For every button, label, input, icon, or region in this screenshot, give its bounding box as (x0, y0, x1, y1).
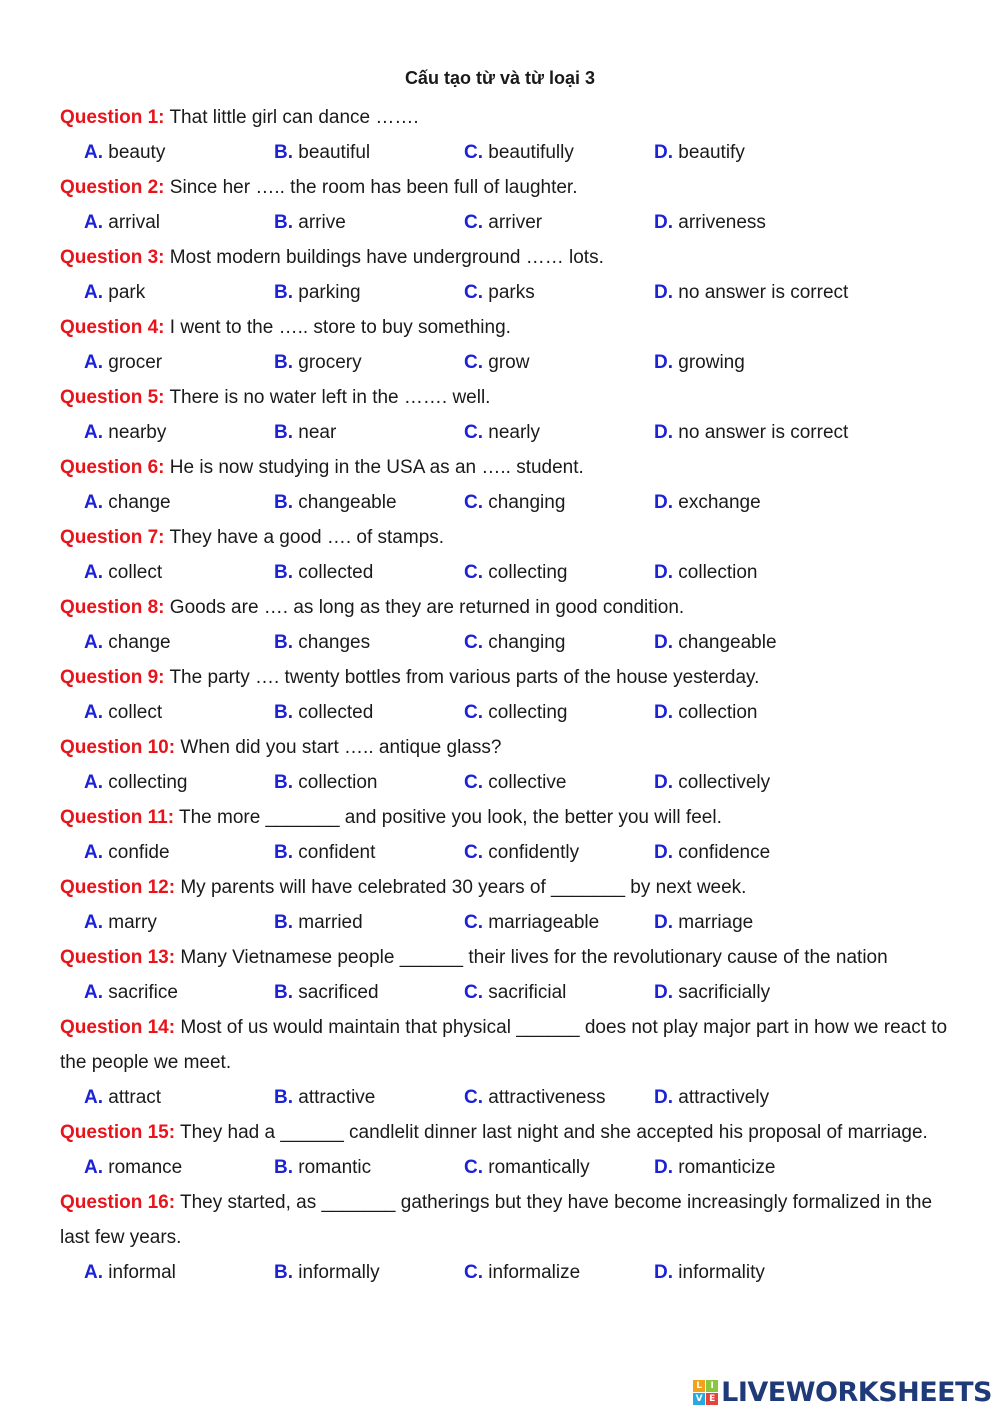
option-text: grow (488, 352, 530, 373)
answer-option[interactable] (464, 415, 654, 450)
question-block (60, 1010, 950, 1115)
question-text: Most of us would maintain that physical ______ does not play major part in how we react to the people we meet. (60, 1017, 948, 1073)
option-letter: A. (84, 982, 103, 1003)
option-text: marry (108, 912, 157, 933)
question-text: Goods are …. as long as they are returned in good condition. (164, 597, 685, 618)
answer-option[interactable] (274, 415, 464, 450)
option-letter: D. (654, 702, 673, 723)
answer-option[interactable] (464, 205, 654, 240)
option-text: attractiveness (488, 1087, 606, 1108)
question-text: That little girl can dance ……. (164, 107, 419, 128)
answer-option[interactable] (84, 345, 274, 380)
option-text: romantically (488, 1157, 590, 1178)
question-stem (60, 1185, 950, 1255)
question-number: Question 10: (60, 737, 176, 758)
question-number: Question 2: (60, 177, 165, 198)
option-text: informalize (488, 1262, 581, 1283)
question-number: Question 12: (60, 877, 176, 898)
question-number: Question 9: (60, 667, 165, 688)
answer-options (60, 485, 950, 520)
question-number: Question 5: (60, 387, 165, 408)
option-letter: D. (654, 982, 673, 1003)
option-text: collecting (488, 702, 568, 723)
answer-option[interactable] (654, 1080, 954, 1115)
question-stem (60, 730, 950, 765)
option-text: collect (108, 702, 163, 723)
question-stem (60, 870, 950, 905)
question-block (60, 1185, 950, 1290)
option-letter: C. (464, 282, 483, 303)
answer-option[interactable] (654, 975, 954, 1010)
option-text: changeable (298, 492, 397, 513)
option-text: romance (108, 1157, 183, 1178)
option-letter: B. (274, 1157, 293, 1178)
answer-option[interactable] (274, 905, 464, 940)
option-letter: D. (654, 142, 673, 163)
answer-option[interactable] (274, 835, 464, 870)
answer-option[interactable] (654, 275, 954, 310)
answer-option[interactable] (274, 1255, 464, 1290)
question-block (60, 800, 950, 870)
option-text: married (298, 912, 363, 933)
question-text: They have a good …. of stamps. (164, 527, 445, 548)
answer-options (60, 205, 950, 240)
option-text: no answer is correct (678, 282, 849, 303)
question-number: Question 16: (60, 1192, 176, 1213)
answer-option[interactable] (464, 695, 654, 730)
answer-option[interactable] (464, 345, 654, 380)
option-letter: C. (464, 492, 483, 513)
answer-option[interactable] (464, 1080, 654, 1115)
question-stem (60, 380, 950, 415)
question-number: Question 4: (60, 317, 165, 338)
question-block (60, 310, 950, 380)
option-text: nearly (488, 422, 541, 443)
question-list (60, 100, 950, 1290)
option-text: romantic (298, 1157, 372, 1178)
option-text: grocer (108, 352, 163, 373)
answer-option[interactable] (654, 415, 954, 450)
option-text: collected (298, 702, 374, 723)
answer-option[interactable] (274, 765, 464, 800)
answer-option[interactable] (274, 275, 464, 310)
question-text: Many Vietnamese people ______ their lives for the revolutionary cause of the nation (175, 947, 888, 968)
option-letter: A. (84, 1157, 103, 1178)
question-text: Most modern buildings have underground …… lots. (164, 247, 604, 268)
question-text: They started, as _______ gatherings but they have become increasingly formalized in the last few years. (60, 1192, 933, 1248)
option-letter: B. (274, 212, 293, 233)
question-block (60, 450, 950, 520)
question-text: He is now studying in the USA as an ….. student. (164, 457, 584, 478)
option-text: changes (298, 632, 371, 653)
option-letter: A. (84, 702, 103, 723)
option-letter: D. (654, 1087, 673, 1108)
answer-option[interactable] (654, 1255, 954, 1290)
option-letter: B. (274, 352, 293, 373)
question-block (60, 660, 950, 730)
question-text: The more _______ and positive you look, the better you will feel. (174, 807, 722, 828)
answer-options (60, 835, 950, 870)
option-letter: C. (464, 1157, 483, 1178)
question-text: When did you start ….. antique glass? (175, 737, 502, 758)
answer-option[interactable] (84, 1080, 274, 1115)
option-letter: C. (464, 352, 483, 373)
question-stem (60, 520, 950, 555)
option-text: romanticize (678, 1157, 776, 1178)
answer-option[interactable] (84, 975, 274, 1010)
option-text: informally (298, 1262, 380, 1283)
option-text: sacrificial (488, 982, 567, 1003)
option-letter: D. (654, 1157, 673, 1178)
question-block (60, 870, 950, 940)
option-letter: D. (654, 492, 673, 513)
question-stem (60, 660, 950, 695)
option-letter: D. (654, 842, 673, 863)
option-letter: C. (464, 1262, 483, 1283)
answer-option[interactable] (654, 835, 954, 870)
answer-options (60, 1255, 950, 1290)
option-text: changeable (678, 632, 777, 653)
answer-option[interactable] (464, 135, 654, 170)
option-letter: A. (84, 282, 103, 303)
question-stem (60, 940, 950, 975)
question-stem (60, 310, 950, 345)
answer-option[interactable] (464, 765, 654, 800)
option-letter: A. (84, 492, 103, 513)
question-text: Since her ….. the room has been full of laughter. (164, 177, 578, 198)
answer-option[interactable] (274, 695, 464, 730)
question-block (60, 520, 950, 590)
option-text: confident (298, 842, 376, 863)
question-block (60, 940, 950, 1010)
option-letter: C. (464, 772, 483, 793)
option-letter: D. (654, 422, 673, 443)
answer-option[interactable] (464, 905, 654, 940)
answer-options (60, 345, 950, 380)
option-letter: A. (84, 422, 103, 443)
answer-option[interactable] (84, 415, 274, 450)
question-block (60, 170, 950, 240)
option-letter: B. (274, 282, 293, 303)
answer-option[interactable] (84, 1255, 274, 1290)
option-text: exchange (678, 492, 761, 513)
option-letter: B. (274, 982, 293, 1003)
question-stem (60, 1010, 950, 1080)
answer-option[interactable] (464, 1150, 654, 1185)
option-text: sacrifice (108, 982, 178, 1003)
option-text: collection (298, 772, 378, 793)
option-text: parking (298, 282, 361, 303)
option-letter: A. (84, 1087, 103, 1108)
option-letter: B. (274, 912, 293, 933)
answer-option[interactable] (654, 345, 954, 380)
answer-option[interactable] (654, 905, 954, 940)
option-text: beauty (108, 142, 166, 163)
option-letter: C. (464, 702, 483, 723)
option-text: collecting (488, 562, 568, 583)
answer-option[interactable] (274, 555, 464, 590)
question-number: Question 7: (60, 527, 165, 548)
answer-options (60, 1150, 950, 1185)
option-text: collection (678, 562, 758, 583)
question-block (60, 730, 950, 800)
answer-options (60, 1080, 950, 1115)
question-number: Question 14: (60, 1017, 176, 1038)
answer-option[interactable] (464, 555, 654, 590)
question-number: Question 15: (60, 1122, 176, 1143)
answer-options (60, 905, 950, 940)
option-text: grocery (298, 352, 362, 373)
answer-option[interactable] (84, 555, 274, 590)
question-text: There is no water left in the ……. well. (164, 387, 491, 408)
option-text: collectively (678, 772, 771, 793)
option-letter: D. (654, 772, 673, 793)
option-letter: D. (654, 352, 673, 373)
option-text: beautify (678, 142, 745, 163)
question-stem (60, 450, 950, 485)
option-text: near (298, 422, 337, 443)
answer-option[interactable] (464, 1255, 654, 1290)
option-text: changing (488, 492, 566, 513)
option-text: nearby (108, 422, 167, 443)
option-text: arriveness (678, 212, 766, 233)
answer-option[interactable] (464, 835, 654, 870)
option-text: attractively (678, 1087, 770, 1108)
question-text: I went to the ….. store to buy something. (164, 317, 511, 338)
answer-option[interactable] (84, 205, 274, 240)
answer-option[interactable] (84, 275, 274, 310)
question-text: My parents will have celebrated 30 years of _______ by next week. (175, 877, 747, 898)
option-text: informality (678, 1262, 765, 1283)
option-text: change (108, 632, 171, 653)
answer-option[interactable] (464, 975, 654, 1010)
answer-option[interactable] (654, 1150, 954, 1185)
option-letter: A. (84, 212, 103, 233)
option-text: confidently (488, 842, 580, 863)
liveworksheets-logo (693, 1374, 992, 1410)
question-text: They had a ______ candlelit dinner last night and she accepted his proposal of marriage. (175, 1122, 928, 1143)
answer-option[interactable] (274, 1080, 464, 1115)
option-letter: B. (274, 1087, 293, 1108)
question-stem (60, 590, 950, 625)
answer-option[interactable] (274, 485, 464, 520)
question-block (60, 380, 950, 450)
option-text: attract (108, 1087, 162, 1108)
option-text: marriageable (488, 912, 600, 933)
option-letter: C. (464, 142, 483, 163)
option-letter: C. (464, 422, 483, 443)
answer-option[interactable] (654, 135, 954, 170)
answer-option[interactable] (274, 625, 464, 660)
option-letter: A. (84, 1262, 103, 1283)
question-number: Question 1: (60, 107, 165, 128)
option-text: sacrificed (298, 982, 379, 1003)
answer-option[interactable] (274, 205, 464, 240)
option-letter: C. (464, 562, 483, 583)
option-text: collect (108, 562, 163, 583)
option-text: attractive (298, 1087, 376, 1108)
option-letter: C. (464, 212, 483, 233)
option-text: no answer is correct (678, 422, 849, 443)
answer-option[interactable] (654, 625, 954, 660)
option-letter: D. (654, 562, 673, 583)
option-letter: B. (274, 142, 293, 163)
option-text: arriver (488, 212, 543, 233)
option-letter: A. (84, 352, 103, 373)
answer-option[interactable] (84, 905, 274, 940)
option-letter: D. (654, 1262, 673, 1283)
question-stem (60, 1115, 950, 1150)
option-text: growing (678, 352, 745, 373)
question-number: Question 13: (60, 947, 176, 968)
question-block (60, 240, 950, 310)
option-letter: D. (654, 632, 673, 653)
answer-option[interactable] (84, 765, 274, 800)
answer-option[interactable] (84, 835, 274, 870)
answer-option[interactable] (654, 765, 954, 800)
option-text: collection (678, 702, 758, 723)
option-letter: C. (464, 632, 483, 653)
option-letter: C. (464, 912, 483, 933)
option-text: informal (108, 1262, 176, 1283)
answer-option[interactable] (654, 555, 954, 590)
answer-option[interactable] (84, 695, 274, 730)
page-title: Cấu tạo từ và từ loại 3 (404, 68, 596, 88)
option-letter: C. (464, 842, 483, 863)
option-letter: A. (84, 912, 103, 933)
option-letter: A. (84, 142, 103, 163)
question-stem (60, 240, 950, 275)
option-letter: A. (84, 632, 103, 653)
answer-option[interactable] (654, 485, 954, 520)
option-letter: A. (84, 842, 103, 863)
option-text: arrival (108, 212, 161, 233)
option-letter: B. (274, 632, 293, 653)
question-number: Question 11: (60, 807, 175, 828)
logo-mark-icon: L I V E (693, 1380, 718, 1405)
answer-options (60, 415, 950, 450)
option-letter: C. (464, 982, 483, 1003)
question-number: Question 3: (60, 247, 165, 268)
option-letter: A. (84, 772, 103, 793)
answer-option[interactable] (464, 625, 654, 660)
answer-option[interactable] (274, 975, 464, 1010)
option-text: parks (488, 282, 535, 303)
option-text: collected (298, 562, 374, 583)
answer-options (60, 625, 950, 660)
question-stem (60, 100, 950, 135)
option-text: change (108, 492, 171, 513)
option-text: arrive (298, 212, 346, 233)
question-block (60, 1115, 950, 1185)
option-text: marriage (678, 912, 754, 933)
option-letter: A. (84, 562, 103, 583)
question-number: Question 6: (60, 457, 165, 478)
option-letter: B. (274, 702, 293, 723)
question-text: The party …. twenty bottles from various parts of the house yesterday. (164, 667, 760, 688)
answer-option[interactable] (84, 625, 274, 660)
option-text: collecting (108, 772, 188, 793)
answer-options (60, 695, 950, 730)
option-letter: B. (274, 842, 293, 863)
answer-option[interactable] (274, 135, 464, 170)
answer-option[interactable] (84, 485, 274, 520)
question-stem (60, 170, 950, 205)
answer-option[interactable] (84, 135, 274, 170)
option-letter: D. (654, 212, 673, 233)
answer-options (60, 275, 950, 310)
question-number: Question 8: (60, 597, 165, 618)
option-letter: C. (464, 1087, 483, 1108)
answer-options (60, 135, 950, 170)
option-letter: D. (654, 912, 673, 933)
option-text: sacrificially (678, 982, 771, 1003)
answer-option[interactable] (84, 1150, 274, 1185)
option-text: changing (488, 632, 566, 653)
question-block (60, 590, 950, 660)
option-letter: B. (274, 422, 293, 443)
logo-text: LIVEWORKSHEETS (721, 1376, 992, 1408)
option-letter: B. (274, 772, 293, 793)
question-block (60, 100, 950, 170)
option-letter: B. (274, 492, 293, 513)
answer-option[interactable] (274, 1150, 464, 1185)
option-letter: B. (274, 562, 293, 583)
option-letter: D. (654, 282, 673, 303)
answer-option[interactable] (274, 345, 464, 380)
answer-options (60, 765, 950, 800)
answer-options (60, 555, 950, 590)
answer-option[interactable] (654, 695, 954, 730)
option-text: confide (108, 842, 170, 863)
answer-options (60, 975, 950, 1010)
option-text: beautiful (298, 142, 371, 163)
answer-option[interactable] (464, 275, 654, 310)
option-text: collective (488, 772, 567, 793)
answer-option[interactable] (654, 205, 954, 240)
question-stem (60, 800, 950, 835)
option-letter: B. (274, 1262, 293, 1283)
option-text: park (108, 282, 146, 303)
option-text: beautifully (488, 142, 574, 163)
option-text: confidence (678, 842, 771, 863)
answer-option[interactable] (464, 485, 654, 520)
